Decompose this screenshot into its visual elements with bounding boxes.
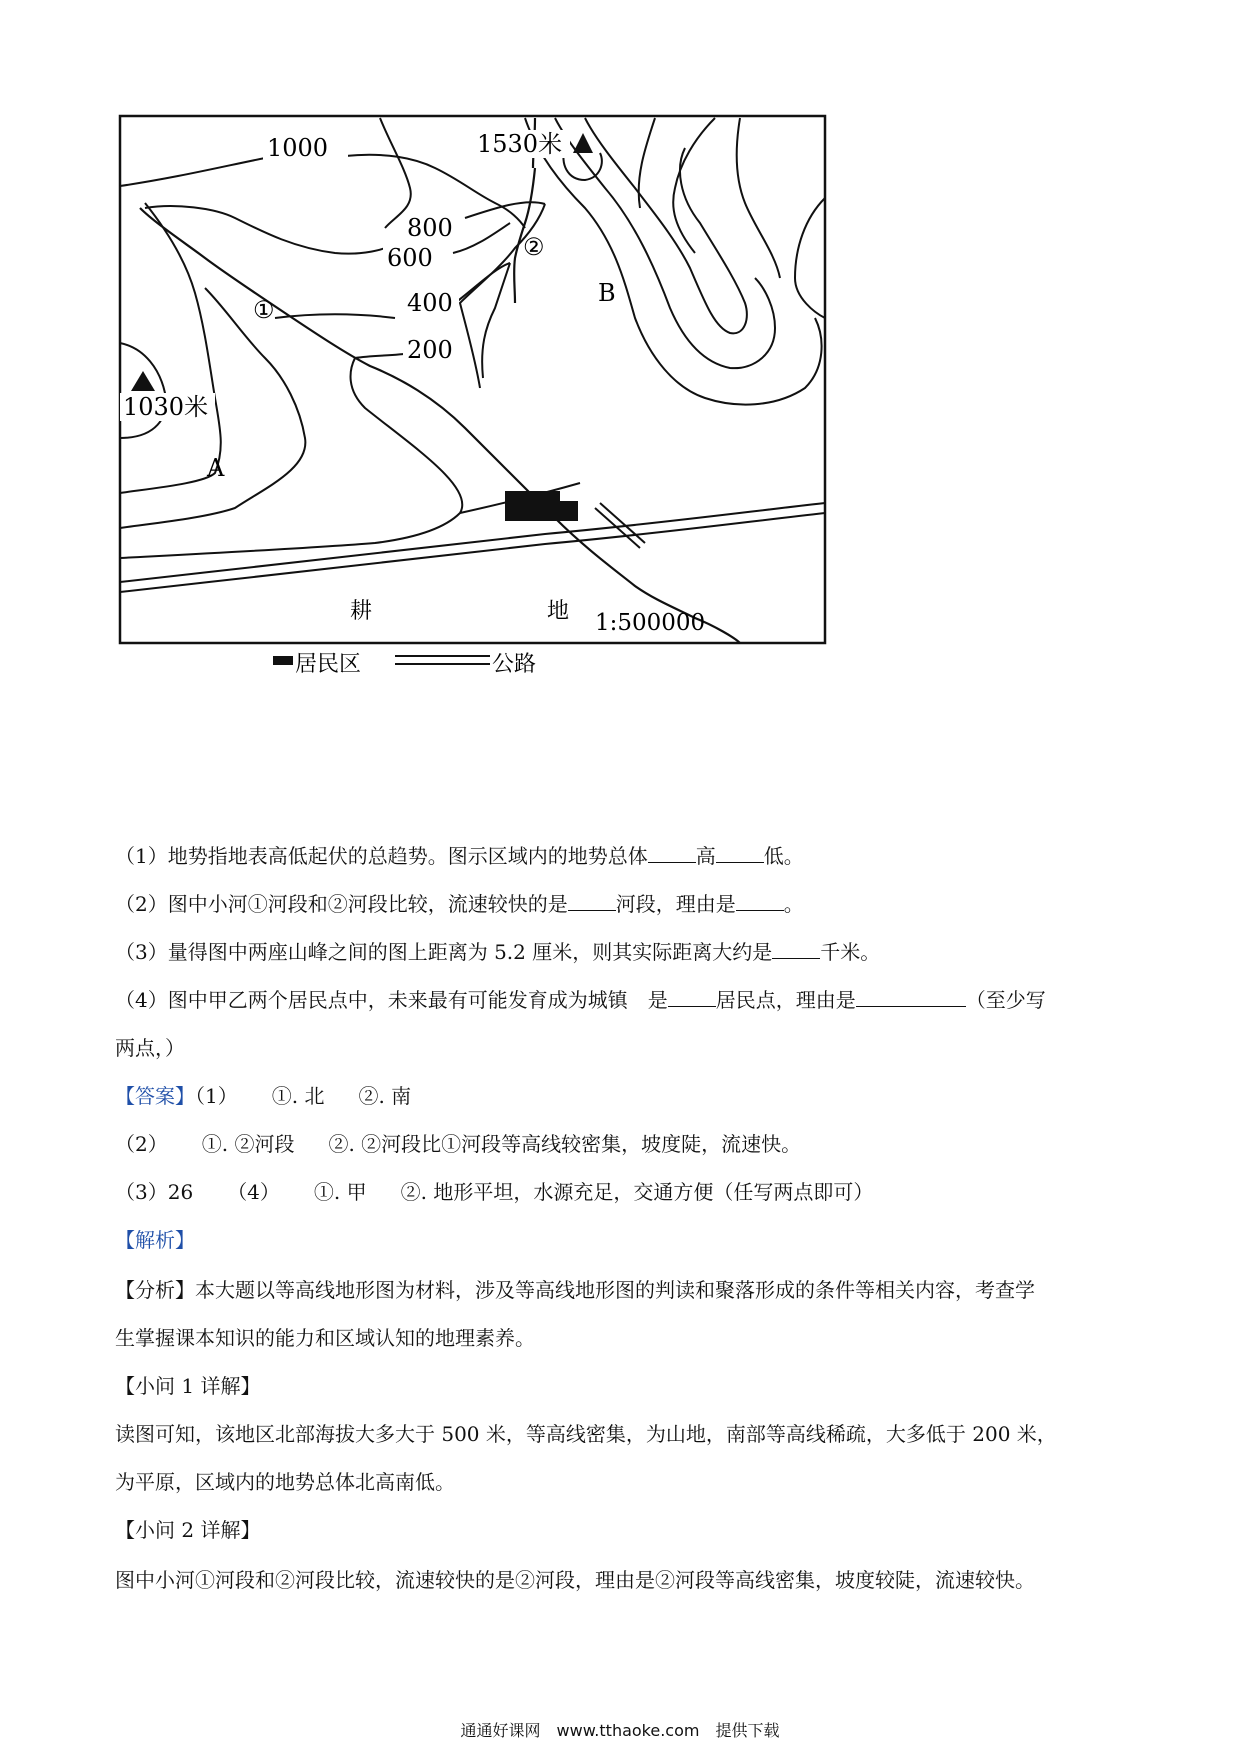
label-800: 800 — [407, 214, 453, 242]
contour-right-4 — [639, 118, 715, 253]
contour-left-4 — [120, 358, 462, 558]
label-peak-1030: 1030米 — [123, 393, 209, 421]
label-river-2: ② — [523, 233, 545, 261]
residential-block — [505, 491, 560, 521]
legend-road-label: 公路 — [492, 652, 537, 677]
river — [140, 208, 740, 643]
sub2-line-1: 图中小河①河段和②河段比较，流速较快的是②河段，理由是②河段等高线密集，坡度较陡，流速较快。 — [115, 1568, 1035, 1592]
answer-line-1 — [115, 1082, 411, 1110]
residential-block-2 — [560, 501, 578, 521]
q4-text-d: 两点，） — [115, 1036, 185, 1060]
question-4-cont — [115, 1034, 185, 1062]
map-frame — [120, 116, 825, 643]
label-river-1: ① — [253, 296, 275, 324]
answer-2-part-1: ①. ②河段 — [201, 1132, 295, 1156]
answer-3-num: （3）26 — [115, 1180, 194, 1204]
question-3 — [115, 938, 880, 966]
answer-line-3 — [115, 1178, 873, 1206]
answer-1-part-1: ①. 北 — [271, 1084, 325, 1108]
answer-4-part-1: ①. 甲 — [313, 1180, 367, 1204]
road-line-1 — [120, 503, 825, 582]
sub2-title: 【小问 2 详解】 — [115, 1518, 261, 1542]
contour-map — [115, 108, 835, 768]
legend-residential-icon — [273, 656, 293, 665]
legend-residential-label: 居民区 — [295, 652, 362, 677]
q4-blank-2 — [856, 988, 966, 1007]
q2-text-b: 河段，理由是 — [615, 892, 736, 916]
analysis-fenxi-2: 生掌握课本知识的能力和区域认知的地理素养。 — [115, 1326, 535, 1350]
question-2 — [115, 890, 804, 918]
page-footer: 通通好课网 www.tthaoke.com 提供下载 — [460, 1721, 780, 1740]
q3-text: （3）量得图中两座山峰之间的图上距离为 5.2 厘米，则其实际距离大约是 — [115, 940, 773, 964]
contour-right-1 — [525, 118, 822, 405]
sub1-title: 【小问 1 详解】 — [115, 1374, 261, 1398]
q2-text: （2）图中小河①河段和②河段比较，流速较快的是 — [115, 892, 568, 916]
answer-line-2 — [115, 1130, 801, 1158]
q4-blank-1 — [668, 988, 716, 1007]
label-farmland-2: 地 — [547, 599, 570, 624]
analysis-label: 【解析】 — [115, 1228, 195, 1252]
q1-text-b: 高 — [695, 844, 716, 868]
label-1000: 1000 — [267, 134, 329, 162]
label-scale: 1:500000 — [595, 610, 706, 636]
q4-text-b: 居民点，理由是 — [715, 988, 856, 1012]
sub1-line-2: 为平原，区域内的地势总体北高南低。 — [115, 1470, 455, 1494]
answer-1-num: （1） — [195, 1084, 238, 1108]
answer-label: 【答案】 — [115, 1084, 195, 1108]
q1-text-c: 低。 — [763, 844, 804, 868]
contour-valley-1 — [460, 204, 545, 388]
answer-2-part-2: ②. ②河段比①河段等高线较密集，坡度陡，流速快。 — [328, 1132, 802, 1156]
answer-4-num: （4） — [227, 1180, 280, 1204]
label-600: 600 — [387, 244, 433, 272]
label-peak-1530: 1530米 — [477, 130, 563, 158]
q1-text: （1）地势指地表高低起伏的总趋势。图示区域内的地势总体 — [115, 844, 648, 868]
q3-text-b: 千米。 — [820, 940, 881, 964]
q2-blank-2 — [736, 892, 784, 911]
contour-valley-2 — [482, 263, 510, 378]
contour-right-5 — [795, 198, 825, 318]
analysis-fenxi-1: 【分析】本大题以等高线地形图为材料，涉及等高线地形图的判读和聚落形成的条件等相关内容，考查学 — [115, 1278, 1035, 1302]
label-400: 400 — [407, 289, 453, 317]
q1-blank-2 — [716, 844, 764, 863]
contour-1000 — [120, 155, 525, 228]
q2-text-c: 。 — [783, 892, 804, 916]
q3-blank — [772, 940, 820, 959]
answer-4-part-2: ②. 地形平坦，水源充足，交通方便（任写两点即可） — [400, 1180, 874, 1204]
label-point-b: B — [598, 279, 616, 307]
label-200: 200 — [407, 336, 453, 364]
answer-2-num: （2） — [115, 1132, 168, 1156]
q1-blank-1 — [648, 844, 696, 863]
peak-triangle-1530 — [573, 133, 593, 153]
contour-200 — [355, 353, 410, 358]
contour-right-6 — [737, 118, 780, 278]
label-farmland-1: 耕 — [350, 599, 373, 624]
sub1-line-1: 读图可知，该地区北部海拔大多大于 500 米，等高线密集，为山地，南部等高线稀疏，大多低于 200 米， — [115, 1422, 1057, 1446]
q4-text: （4）图中甲乙两个居民点中，未来最有可能发育成为城镇 是 — [115, 988, 668, 1012]
question-4 — [115, 986, 1046, 1014]
q4-text-c: （至少写 — [965, 988, 1046, 1012]
peak-triangle-1030 — [131, 371, 155, 391]
answer-1-part-2: ②. 南 — [358, 1084, 412, 1108]
q2-blank-1 — [568, 892, 616, 911]
question-1 — [115, 842, 804, 870]
label-point-a: A — [207, 454, 225, 482]
